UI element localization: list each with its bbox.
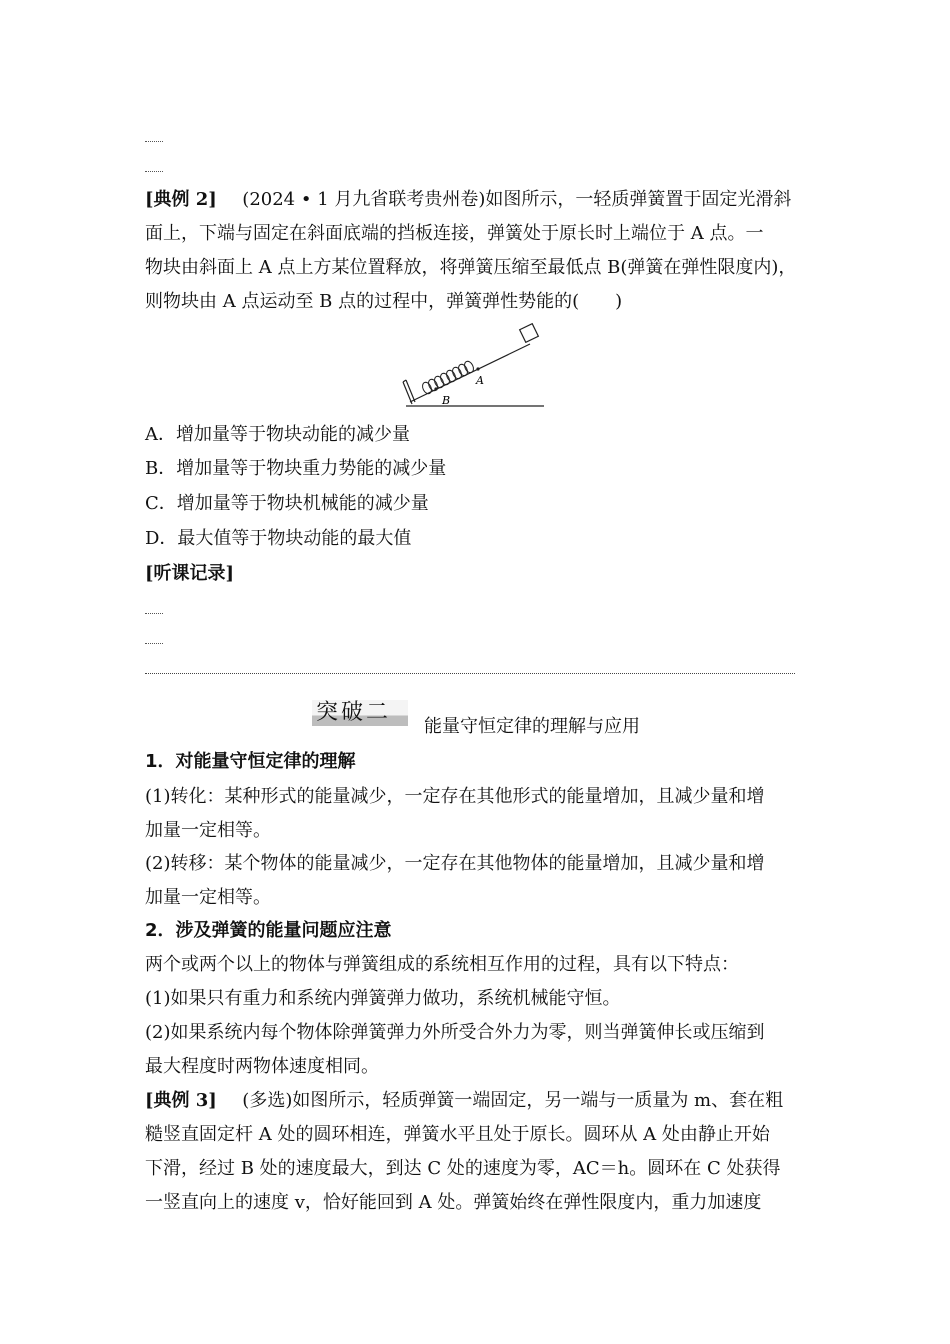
section-title: 能量守恒定律的理解与应用: [424, 716, 640, 737]
blank-line: [145, 643, 163, 644]
example2-tag: [典例 2]: [145, 189, 217, 210]
option-a: A．增加量等于物块动能的减少量: [145, 424, 410, 445]
example3-line-1: [145, 1090, 783, 1112]
example2-line-2: 面上，下端与固定在斜面底端的挡板连接，弹簧处于原长时上端位于 A 点。一: [145, 223, 764, 244]
example3-tag: [典例 3]: [145, 1090, 217, 1111]
section-badge: 突破二: [316, 700, 392, 725]
blank-line: [145, 171, 163, 172]
point-line: 加量一定相等。: [145, 820, 271, 841]
spring-incline-figure: [398, 322, 548, 412]
example2-line-3: 物块由斜面上 A 点上方某位置释放，将弹簧压缩至最低点 B(弹簧在弹性限度内)，: [145, 257, 797, 278]
point-line: 最大程度时两物体速度相同。: [145, 1056, 379, 1077]
point-a: [476, 367, 479, 370]
point-heading-2: 2．涉及弹簧的能量问题应注意: [145, 920, 392, 941]
example3-text: (多选)如图所示，轻质弹簧一端固定，另一端与一质量为 m、套在粗: [242, 1090, 784, 1111]
label-b: B: [442, 394, 451, 407]
option-b: B．增加量等于物块重力势能的减少量: [145, 458, 447, 479]
point-line: (1)如果只有重力和系统内弹簧弹力做功，系统机械能守恒。: [145, 988, 621, 1009]
point-line: (1)转化：某种形式的能量减少，一定存在其他形式的能量增加，且减少量和增: [145, 786, 765, 807]
label-a: A: [476, 374, 484, 387]
blank-line: [145, 141, 163, 142]
example2-text: (2024 • 1 月九省联考贵州卷)如图所示，一轻质弹簧置于固定光滑斜: [242, 189, 792, 210]
example3-line-2: 糙竖直固定杆 A 处的圆环相连，弹簧水平且处于原长。圆环从 A 处由静止开始: [145, 1124, 770, 1145]
example2-line-4: 则物块由 A 点运动至 B 点的过程中，弹簧弹性势能的( ): [145, 291, 623, 312]
example3-line-4: 一竖直向上的速度 v，恰好能回到 A 处。弹簧始终在弹性限度内，重力加速度: [145, 1192, 762, 1213]
spring: [421, 360, 475, 395]
point-line: 两个或两个以上的物体与弹簧组成的系统相互作用的过程，具有以下特点：: [145, 954, 739, 975]
point-line: (2)如果系统内每个物体除弹簧弹力外所受合外力为零，则当弹簧伸长或压缩到: [145, 1022, 765, 1043]
block: [520, 324, 539, 343]
section-separator: [145, 673, 795, 674]
point-heading-1: 1．对能量守恒定律的理解: [145, 751, 356, 772]
example3-line-3: 下滑，经过 B 处的速度最大，到达 C 处的速度为零，AC＝h。圆环在 C 处获得: [145, 1158, 781, 1179]
record-label: [听课记录]: [145, 563, 235, 584]
point-b: [434, 387, 437, 390]
option-d: D．最大值等于物块动能的最大值: [145, 528, 412, 549]
example2-line-1: [145, 189, 791, 211]
blank-line: [145, 613, 163, 614]
option-c: C．增加量等于物块机械能的减少量: [145, 493, 429, 514]
point-line: 加量一定相等。: [145, 887, 271, 908]
point-line: (2)转移：某个物体的能量减少，一定存在其他物体的能量增加，且减少量和增: [145, 853, 765, 874]
